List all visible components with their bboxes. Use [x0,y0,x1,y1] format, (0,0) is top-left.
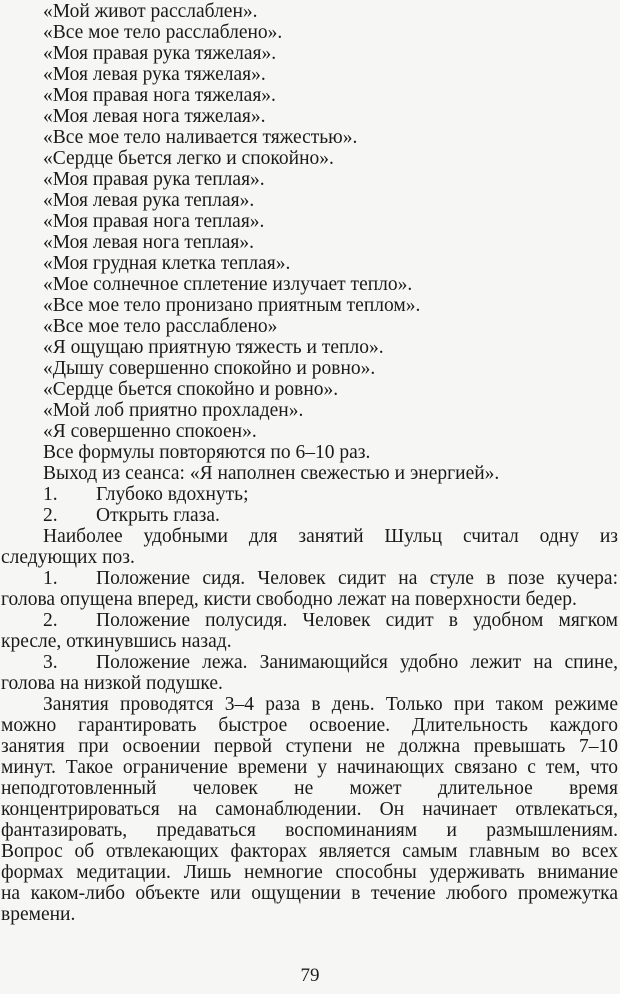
line-text: «Все мое тело наливается тяжестью». [43,127,358,148]
line-text: Занятия проводятся 3–4 раза в день. Только при таком режиме [43,694,618,715]
text-line [1,232,618,253]
text-line [1,799,618,820]
line-text: фантазировать, предаваться воспоминаниям и размышлениям. [1,820,618,841]
line-text: Выход из сеанса: «Я наполнен свежестью и энергией». [43,463,500,484]
line-text: Все формулы повторяются по 6–10 раз. [43,442,371,463]
line-text: «Моя левая рука теплая». [43,190,255,211]
line-text: неподготовленный человек не может длительное время [1,778,618,799]
line-text: формах медитации. Лишь немногие способны удерживать внимание [1,862,618,883]
list-item-line [1,505,618,526]
line-text: «Моя грудная клетка теплая». [43,253,291,274]
line-text: минут. Такое ограничение времени у начинающих связано с тем, что [1,757,618,778]
list-item-line [1,610,618,631]
line-text: следующих поз. [1,547,135,568]
line-text: «Моя левая рука тяжелая». [43,64,266,85]
text-line [1,547,618,568]
text-line [1,400,618,421]
text-line [1,463,618,484]
line-text: «Моя левая нога теплая». [43,232,254,253]
text-line [1,841,618,862]
text-line [1,253,618,274]
line-text: Наиболее удобными для занятий Шульц считал одну из [43,526,618,547]
text-line [1,778,618,799]
text-line [1,358,618,379]
page-number: 79 [300,965,320,986]
line-text: концентрироваться на самонаблюдении. Он начинает отвлекаться, [1,799,618,820]
text-line [1,589,618,610]
text-line [1,715,618,736]
text-line [1,631,618,652]
text-line [1,526,618,547]
line-text: Положение лежа. Занимающийся удобно лежит на спине, [96,652,618,673]
line-text: на каком-либо объекте или ощущении в течение любого промежутка [1,883,618,904]
text-line [1,64,618,85]
line-text: «Я совершенно спокоен». [43,421,257,442]
text-line [1,337,618,358]
list-item-number: 2. [43,610,58,631]
line-text: кресле, откинувшись назад. [1,631,232,652]
text-line [1,673,618,694]
line-text: голова опущена вперед, кисти свободно лежат на поверхности бедер. [1,589,577,610]
line-text: времени. [1,904,76,925]
line-text: «Мой живот расслаблен». [43,1,258,22]
text-line [1,106,618,127]
line-text: занятия при освоении первой ступени не должна превышать 7–10 [1,736,618,757]
line-text: «Дышу совершенно спокойно и ровно». [43,358,376,379]
line-text: «Моя правая рука тяжелая». [43,43,277,64]
text-line [1,211,618,232]
list-item-number: 2. [43,505,58,526]
text-line [1,22,618,43]
text-line [1,274,618,295]
text-line [1,862,618,883]
line-text: «Сердце бьется легко и спокойно». [43,148,334,169]
line-text: Глубоко вдохнуть; [96,484,249,505]
list-item-number: 3. [43,652,58,673]
text-line [1,442,618,463]
text-line [1,883,618,904]
line-text: «Мое солнечное сплетение излучает тепло». [43,274,413,295]
text-line [1,1,618,22]
line-text: «Все мое тело расслаблено» [43,316,278,337]
line-text: «Моя левая нога тяжелая». [43,106,266,127]
text-line [1,127,618,148]
page-text-block [1,1,618,925]
text-line [1,421,618,442]
text-line [1,169,618,190]
text-line [1,295,618,316]
text-line [1,736,618,757]
text-line [1,694,618,715]
line-text: Положение полусидя. Человек сидит в удобном мягком [96,610,618,631]
line-text: Положение сидя. Человек сидит на стуле в позе кучера: [96,568,618,589]
line-text: «Я ощущаю приятную тяжесть и тепло». [43,337,384,358]
line-text: можно гарантировать быстрое освоение. Длительность каждого [1,715,618,736]
text-line [1,43,618,64]
line-text: Вопрос об отвлекающих факторах является самым главным во всех [1,841,618,862]
text-line [1,379,618,400]
line-text: «Сердце бьется спокойно и ровно». [43,379,339,400]
text-line [1,757,618,778]
list-item-line [1,568,618,589]
line-text: «Все мое тело пронизано приятным теплом». [43,295,421,316]
list-item-line [1,484,618,505]
text-line [1,85,618,106]
line-text: Открыть глаза. [96,505,220,526]
line-text: «Моя правая нога теплая». [43,211,265,232]
line-text: «Мой лоб приятно прохладен». [43,400,304,421]
text-line [1,316,618,337]
line-text: «Все мое тело расслаблено». [43,22,283,43]
line-text: «Моя правая нога тяжелая». [43,85,276,106]
text-line [1,148,618,169]
text-line [1,904,618,925]
list-item-line [1,652,618,673]
line-text: «Моя правая рука теплая». [43,169,265,190]
line-text: голова на низкой подушке. [1,673,223,694]
text-line [1,190,618,211]
text-line [1,820,618,841]
list-item-number: 1. [43,568,58,589]
list-item-number: 1. [43,484,58,505]
